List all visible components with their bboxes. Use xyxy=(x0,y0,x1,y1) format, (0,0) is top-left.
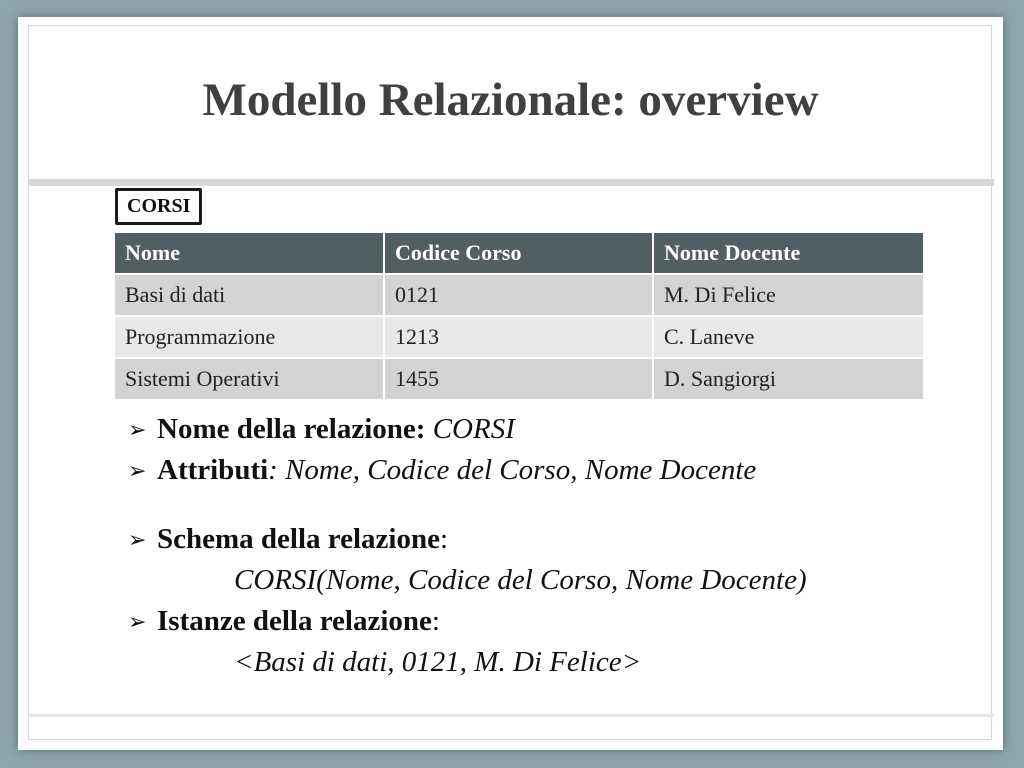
bullet-label: Istanze della relazione xyxy=(157,605,432,637)
relation-name-label: CORSI xyxy=(115,188,202,225)
table-header-row xyxy=(115,233,923,274)
bullet-label: Nome della relazione: xyxy=(157,413,426,445)
bullet-schema xyxy=(128,519,928,560)
bullet-relation-name xyxy=(128,409,928,450)
column-header-nome-docente: Nome Docente xyxy=(653,233,923,274)
table-cell: 0121 xyxy=(384,274,653,316)
bullet-suffix: : xyxy=(439,523,449,555)
table-cell: C. Laneve xyxy=(653,316,923,358)
title-divider xyxy=(28,179,994,186)
footer-divider xyxy=(28,714,994,717)
bullet-label: Attributi xyxy=(157,454,269,486)
arrow-bullet-icon: ➢ xyxy=(128,610,147,635)
instance-detail: <Basi di dati, 0121, M. Di Felice> xyxy=(234,646,642,678)
bullet-attributes xyxy=(128,450,928,491)
column-header-nome: Nome xyxy=(115,233,384,274)
table-cell: Programmazione xyxy=(115,316,384,358)
table-cell: M. Di Felice xyxy=(653,274,923,316)
slide xyxy=(18,17,1003,750)
relation-table xyxy=(115,233,923,399)
column-header-codice-corso: Codice Corso xyxy=(384,233,653,274)
bullet-value: CORSI xyxy=(432,413,515,445)
table-row xyxy=(115,274,923,316)
bullet-suffix: : xyxy=(431,605,440,637)
table-row xyxy=(115,358,923,399)
schema-detail: CORSI(Nome, Codice del Corso, Nome Docente) xyxy=(234,564,807,596)
bullet-list xyxy=(128,409,928,683)
arrow-bullet-icon: ➢ xyxy=(128,528,147,553)
bullet-value: : Nome, Codice del Corso, Nome Docente xyxy=(268,454,757,486)
bullet-instances xyxy=(128,601,928,642)
bullet-label: Schema della relazione xyxy=(157,523,440,555)
table-row xyxy=(115,316,923,358)
table-cell: Sistemi Operativi xyxy=(115,358,384,399)
table-cell: D. Sangiorgi xyxy=(653,358,923,399)
arrow-bullet-icon: ➢ xyxy=(128,459,147,484)
slide-title: Modello Relazionale: overview xyxy=(202,74,819,126)
arrow-bullet-icon: ➢ xyxy=(128,418,147,443)
table-cell: Basi di dati xyxy=(115,274,384,316)
spacer xyxy=(128,491,928,519)
table-cell: 1213 xyxy=(384,316,653,358)
table-cell: 1455 xyxy=(384,358,653,399)
